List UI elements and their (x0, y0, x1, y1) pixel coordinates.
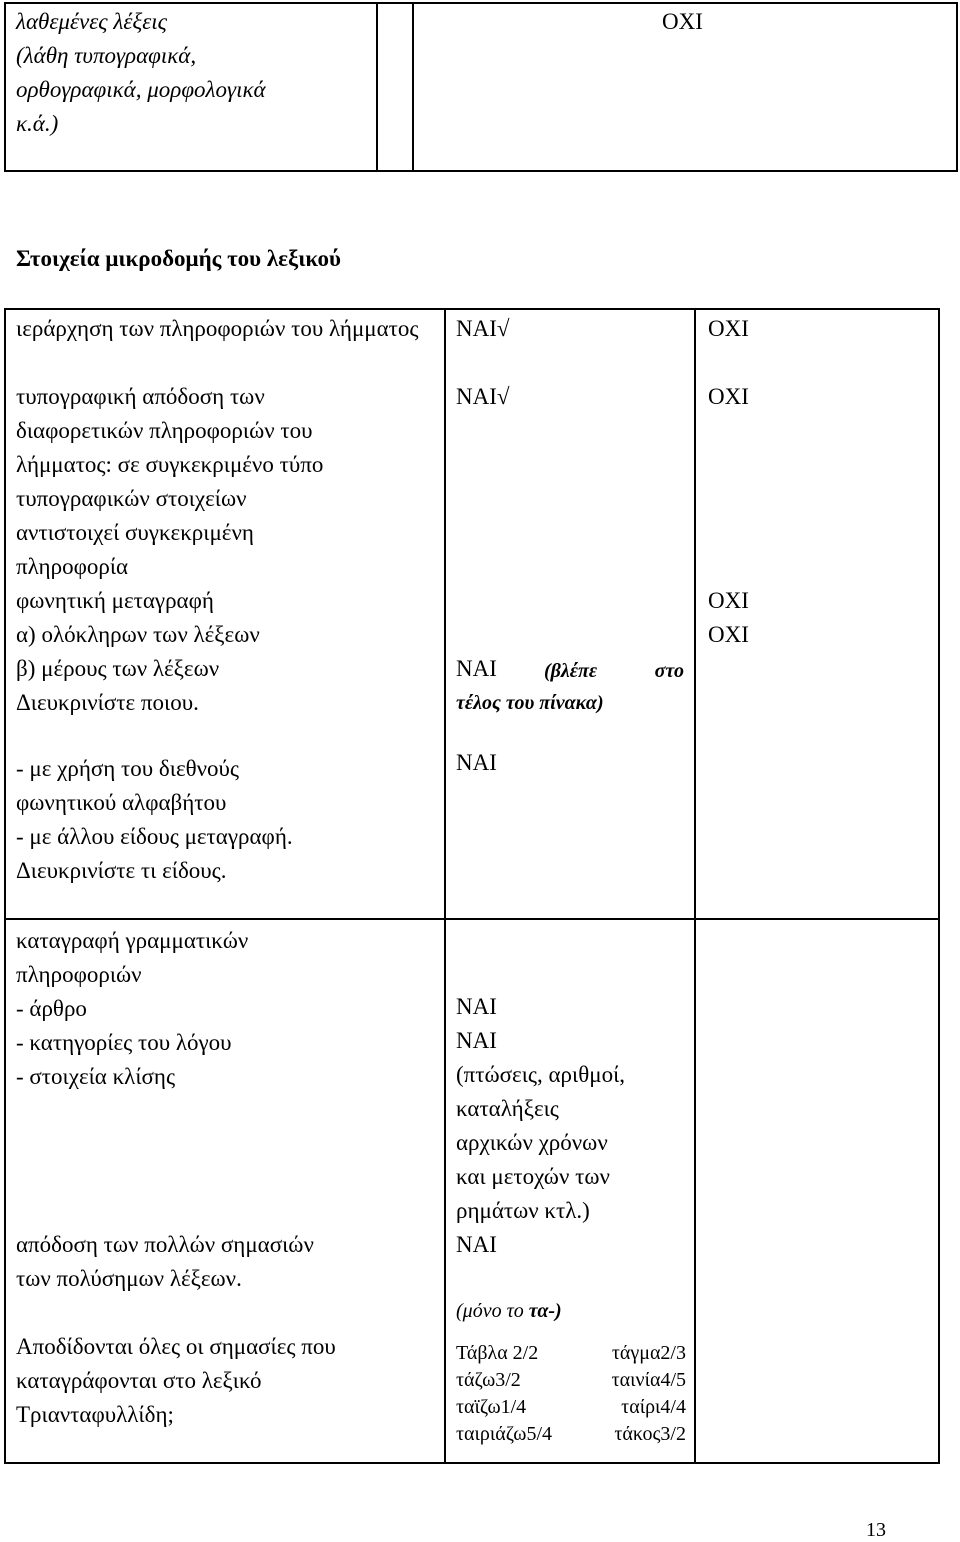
hierarchy-yes: ΝΑΙ√ (456, 316, 510, 341)
ratio-cell: Τάβλα 2/2 (456, 1342, 539, 1364)
main-col-divider-2 (694, 308, 696, 1464)
ratio-row (456, 1394, 686, 1421)
page-number: 13 (866, 1519, 886, 1541)
top-value-no: ΟΧΙ (662, 9, 703, 34)
phon-line: β) μέρους των λέξεων (16, 656, 220, 681)
ratio-table (456, 1340, 686, 1448)
ratio-cell: ταιριάζω5/4 (456, 1423, 553, 1445)
phon-yes: ΝΑΙ (456, 656, 497, 681)
gram-value: καταλήξεις (456, 1096, 559, 1121)
top-table-divider-1 (376, 2, 378, 172)
gram-line: - στοιχεία κλίσης (16, 1064, 176, 1089)
gram-line: πληροφοριών (16, 962, 142, 987)
typo-line: αντιστοιχεί συγκεκριμένη (16, 520, 254, 545)
typo-no: ΟΧΙ (708, 384, 749, 409)
phon-line: Διευκρινίστε ποιου. (16, 690, 199, 715)
all-line: καταγράφονται στο λεξικό (16, 1368, 262, 1393)
section-title: Στοιχεία μικροδομής του λεξικού (16, 246, 341, 271)
ipa-yes: ΝΑΙ (456, 750, 497, 775)
ipa-line: Διευκρινίστε τι είδους. (16, 858, 227, 883)
ratio-cell: ταινία4/5 (611, 1369, 686, 1391)
typo-line: τυπογραφική απόδοση των (16, 384, 265, 409)
poly-note-a: (μόνο το (456, 1300, 529, 1322)
gram-line: - κατηγορίες του λόγου (16, 1030, 232, 1055)
criterion-line: ορθογραφικά, μορφολογικά (16, 77, 266, 102)
phon-note: (βλέπε στο (544, 660, 684, 682)
criterion-line: κ.ά.) (16, 111, 59, 136)
typo-yes: ΝΑΙ√ (456, 384, 510, 409)
poly-line: των πολύσημων λέξεων. (16, 1266, 242, 1291)
typo-line: διαφορετικών πληροφοριών του (16, 418, 313, 443)
phon-no-a: ΟΧΙ (708, 588, 749, 613)
ratio-row (456, 1340, 686, 1367)
top-table-divider-2 (412, 2, 414, 172)
hierarchy-no: ΟΧΙ (708, 316, 749, 341)
gram-value: ΝΑΙ (456, 994, 497, 1019)
gram-line: καταγραφή γραμματικών (16, 928, 249, 953)
all-line: Τριανταφυλλίδη; (16, 1402, 174, 1427)
poly-note-b: τα-) (528, 1300, 562, 1322)
criterion-line: λαθεμένες λέξεις (16, 9, 168, 34)
criterion-line: (λάθη τυπογραφικά, (16, 43, 197, 68)
phon-note: τέλος του πίνακα) (456, 692, 604, 714)
gram-value: αρχικών χρόνων (456, 1130, 608, 1155)
ipa-line: - με άλλου είδους μεταγραφή. (16, 824, 293, 849)
gram-value: και μετοχών των (456, 1164, 610, 1189)
phon-line: φωνητική μεταγραφή (16, 588, 214, 613)
gram-line: - άρθρο (16, 996, 87, 1021)
all-line: Αποδίδονται όλες οι σημασίες που (16, 1334, 336, 1359)
ratio-cell: ταϊζω1/4 (456, 1396, 527, 1418)
phon-line: α) ολόκληρων των λέξεων (16, 622, 260, 647)
hierarchy-line: ιεράρχηση των πληροφοριών του λήμματος (16, 316, 419, 341)
gram-value: ρημάτων κτλ.) (456, 1198, 590, 1223)
poly-yes: ΝΑΙ (456, 1232, 497, 1257)
gram-value: ΝΑΙ (456, 1028, 497, 1053)
typo-line: πληροφορία (16, 554, 129, 579)
gram-value: (πτώσεις, αριθμοί, (456, 1062, 626, 1087)
ratio-row (456, 1421, 686, 1448)
phon-no-b: ΟΧΙ (708, 622, 749, 647)
ipa-line: φωνητικού αλφαβήτου (16, 790, 227, 815)
ratio-row (456, 1367, 686, 1394)
main-col-divider-1 (444, 308, 446, 1464)
poly-note (456, 1294, 562, 1328)
ratio-cell: τάκος3/2 (614, 1423, 686, 1445)
typo-line: τυπογραφικών στοιχείων (16, 486, 247, 511)
ipa-line: - με χρήση του διεθνούς (16, 756, 240, 781)
poly-line: απόδοση των πολλών σημασιών (16, 1232, 314, 1257)
typo-line: λήμματος: σε συγκεκριμένο τύπο (16, 452, 324, 477)
main-row-divider (4, 918, 940, 920)
ratio-cell: τάγμα2/3 (611, 1342, 686, 1364)
ratio-cell: ταίρι4/4 (621, 1396, 686, 1418)
ratio-cell: τάζω3/2 (456, 1369, 521, 1391)
